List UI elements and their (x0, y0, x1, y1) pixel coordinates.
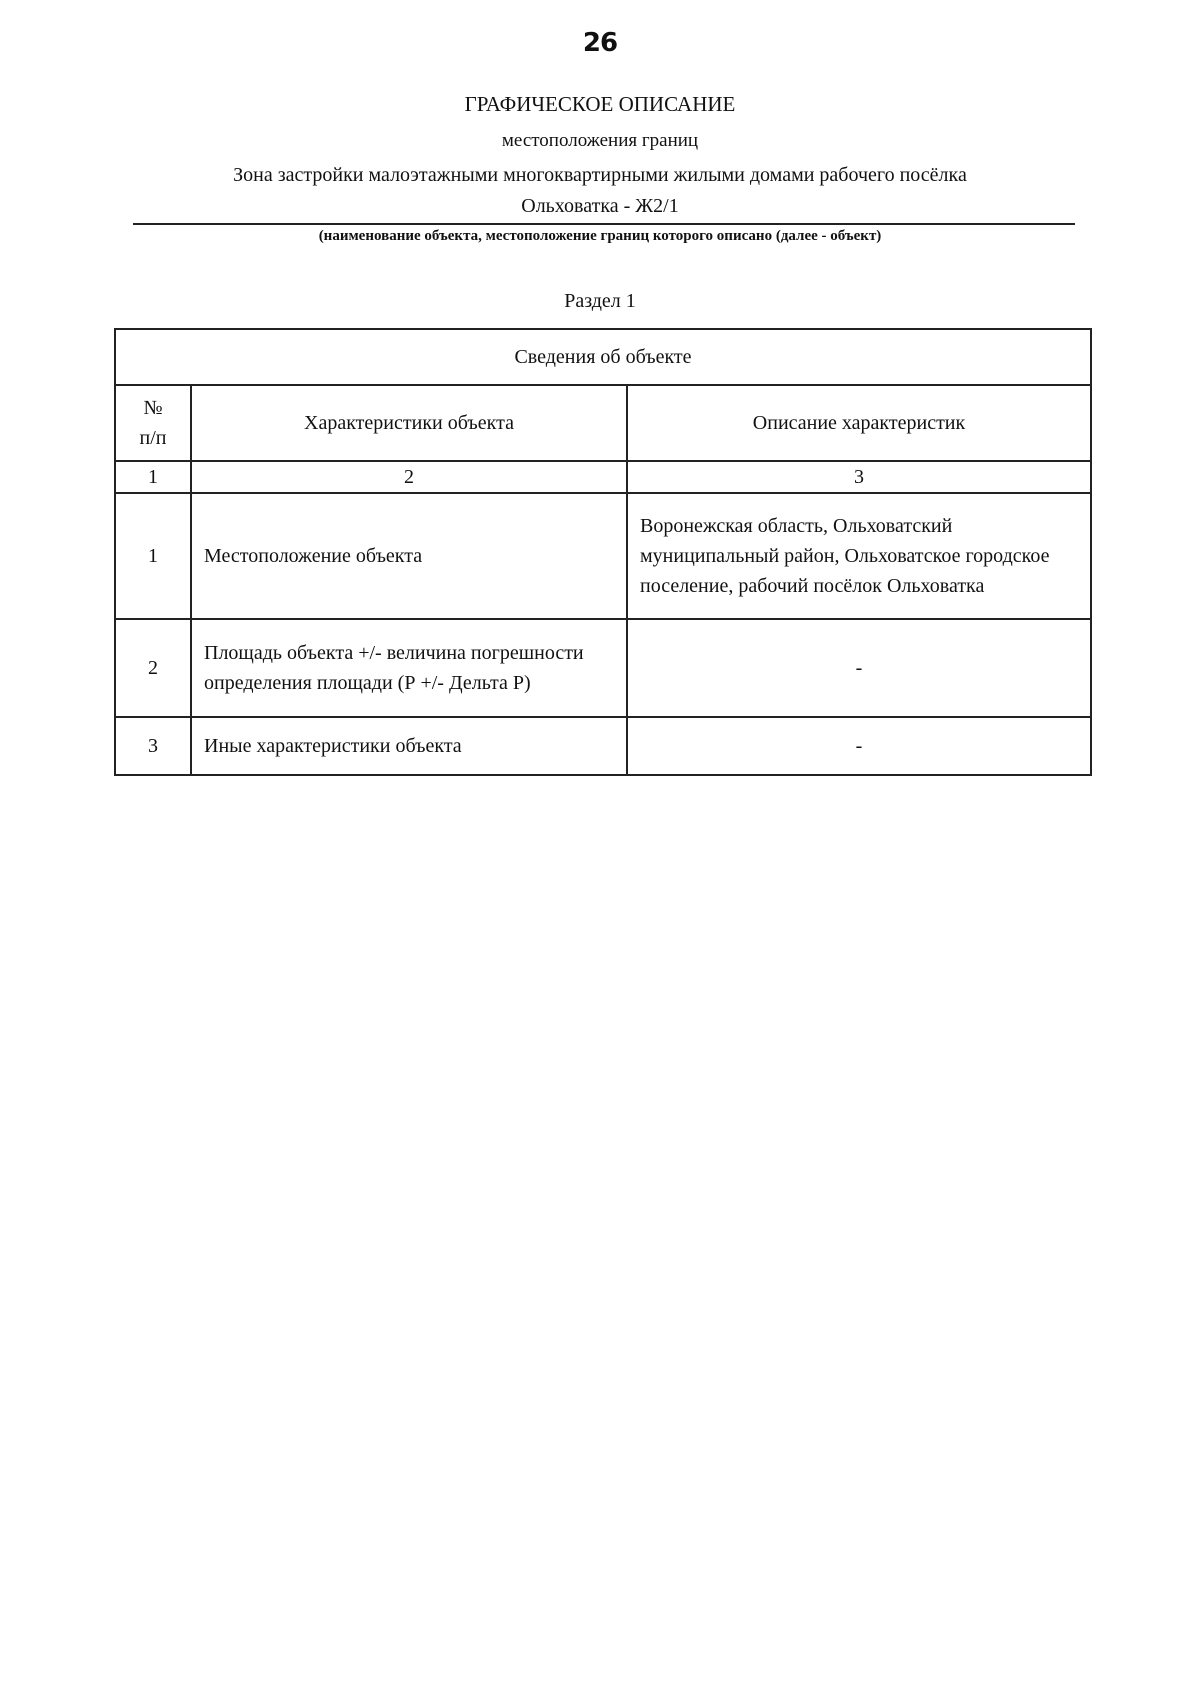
object-name-line-1: Зона застройки малоэтажными многоквартирными жилыми домами рабочего посёлка (233, 164, 967, 186)
table-caption-row (115, 329, 1091, 385)
table-row (115, 619, 1091, 717)
table-caption: Сведения об объекте (115, 329, 1091, 385)
section-label: Раздел 1 (564, 290, 636, 312)
table-row (115, 493, 1091, 619)
row-number: 1 (115, 493, 191, 619)
document-title: ГРАФИЧЕСКОЕ ОПИСАНИЕ (464, 92, 736, 116)
table-row (115, 717, 1091, 775)
object-name-caption: (наименование объекта, местоположение границ которого описано (далее - объект) (318, 228, 882, 244)
row-characteristic: Иные характеристики объекта (191, 717, 627, 775)
document-subtitle: местоположения границ (501, 130, 699, 151)
row-description: Воронежская область, Ольховатский муниципальный район, Ольховатское городское поселение, рабочий посёлок Ольховатка (627, 493, 1091, 619)
column-number-2: 2 (191, 461, 627, 493)
row-characteristic: Площадь объекта +/- величина погрешности определения площади (Р +/- Дельта Р) (191, 619, 627, 717)
column-number-1: 1 (115, 461, 191, 493)
header-description: Описание характеристик (627, 385, 1091, 461)
object-name (130, 160, 1070, 222)
row-characteristic: Местоположение объекта (191, 493, 627, 619)
page-number: 26 (582, 28, 618, 58)
column-number-3: 3 (627, 461, 1091, 493)
object-name-line-2: Ольховатка - Ж2/1 (521, 195, 679, 217)
header-number (115, 385, 191, 461)
header-number-line-1: № (143, 397, 163, 419)
row-description: - (627, 619, 1091, 717)
header-characteristics: Характеристики объекта (191, 385, 627, 461)
object-name-underline (133, 223, 1075, 225)
table-header-row (115, 385, 1091, 461)
row-number: 2 (115, 619, 191, 717)
object-info-table (114, 328, 1092, 776)
column-number-row (115, 461, 1091, 493)
row-number: 3 (115, 717, 191, 775)
header-number-line-2: п/п (139, 427, 167, 449)
row-description: - (627, 717, 1091, 775)
